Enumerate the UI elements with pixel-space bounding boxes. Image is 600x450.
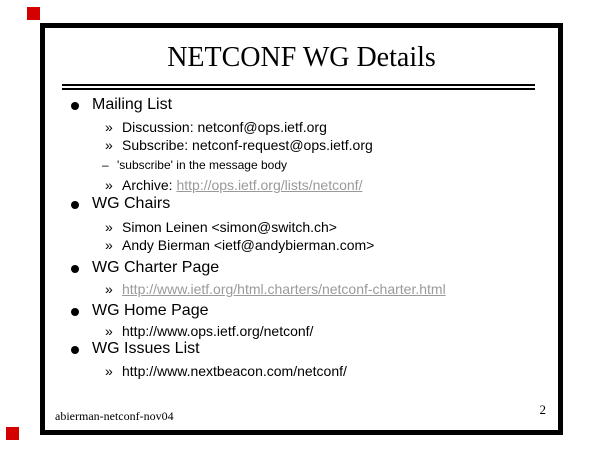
bullet-dot-icon	[71, 346, 79, 354]
sub-item-text: http://www.ops.ietf.org/netconf/	[122, 323, 314, 339]
dash-bullet-icon: –	[102, 158, 109, 172]
sub-item-archive	[105, 178, 362, 192]
charter-page-link[interactable]: http://www.ietf.org/html.charters/netconf-charter.html	[122, 281, 446, 297]
bullet-dot-icon	[71, 265, 79, 273]
section-label: WG Charter Page	[92, 259, 220, 276]
chevron-bullet-icon: »	[105, 281, 113, 297]
chevron-bullet-icon: »	[105, 119, 113, 135]
sub-item-charter-url	[105, 282, 446, 296]
section-label: WG Home Page	[92, 302, 209, 319]
nav-red-square-bottom-icon[interactable]	[6, 427, 19, 440]
title-divider	[62, 84, 535, 90]
sub-sub-item-text: 'subscribe' in the message body	[117, 158, 288, 172]
bullet-item-wg-home-page	[71, 303, 208, 319]
chevron-bullet-icon: »	[105, 323, 113, 339]
footer-text: abierman-netconf-nov04	[55, 409, 174, 423]
sub-sub-item-subscribe-note	[102, 159, 287, 171]
page-number: 2	[539, 402, 546, 417]
sub-item-chair-simon	[105, 220, 337, 234]
sub-item-discussion	[105, 120, 327, 134]
sub-item-text: Subscribe: netconf-request@ops.ietf.org	[122, 137, 373, 153]
bullet-item-wg-issues-list	[71, 341, 200, 357]
sub-item-text: Simon Leinen <simon@switch.ch>	[122, 219, 337, 235]
slide-title: NETCONF WG Details	[167, 42, 436, 73]
chevron-bullet-icon: »	[105, 237, 113, 253]
archive-link[interactable]: http://ops.ietf.org/lists/netconf/	[176, 177, 363, 193]
section-label: WG Issues List	[92, 340, 200, 357]
chevron-bullet-icon: »	[105, 219, 113, 235]
sub-item-chair-andy	[105, 238, 374, 252]
bullet-dot-icon	[71, 201, 79, 209]
section-label: Mailing List	[92, 96, 173, 113]
bullet-item-wg-chairs	[71, 196, 170, 212]
nav-red-square-top-icon[interactable]	[27, 7, 40, 20]
sub-item-home-url	[105, 324, 313, 338]
bullet-dot-icon	[71, 308, 79, 316]
bullet-item-wg-charter-page	[71, 260, 219, 276]
bullet-dot-icon	[71, 102, 79, 110]
sub-item-issues-url	[105, 364, 347, 378]
sub-item-text: Andy Bierman <ietf@andybierman.com>	[122, 237, 375, 253]
sub-item-text: http://www.nextbeacon.com/netconf/	[122, 363, 347, 379]
sub-item-subscribe	[105, 138, 373, 152]
chevron-bullet-icon: »	[105, 363, 113, 379]
chevron-bullet-icon: »	[105, 177, 113, 193]
sub-item-text: Discussion: netconf@ops.ietf.org	[122, 119, 327, 135]
chevron-bullet-icon: »	[105, 137, 113, 153]
archive-label: Archive:	[122, 177, 177, 193]
section-label: WG Chairs	[92, 195, 171, 212]
bullet-item-mailing-list	[71, 97, 172, 113]
